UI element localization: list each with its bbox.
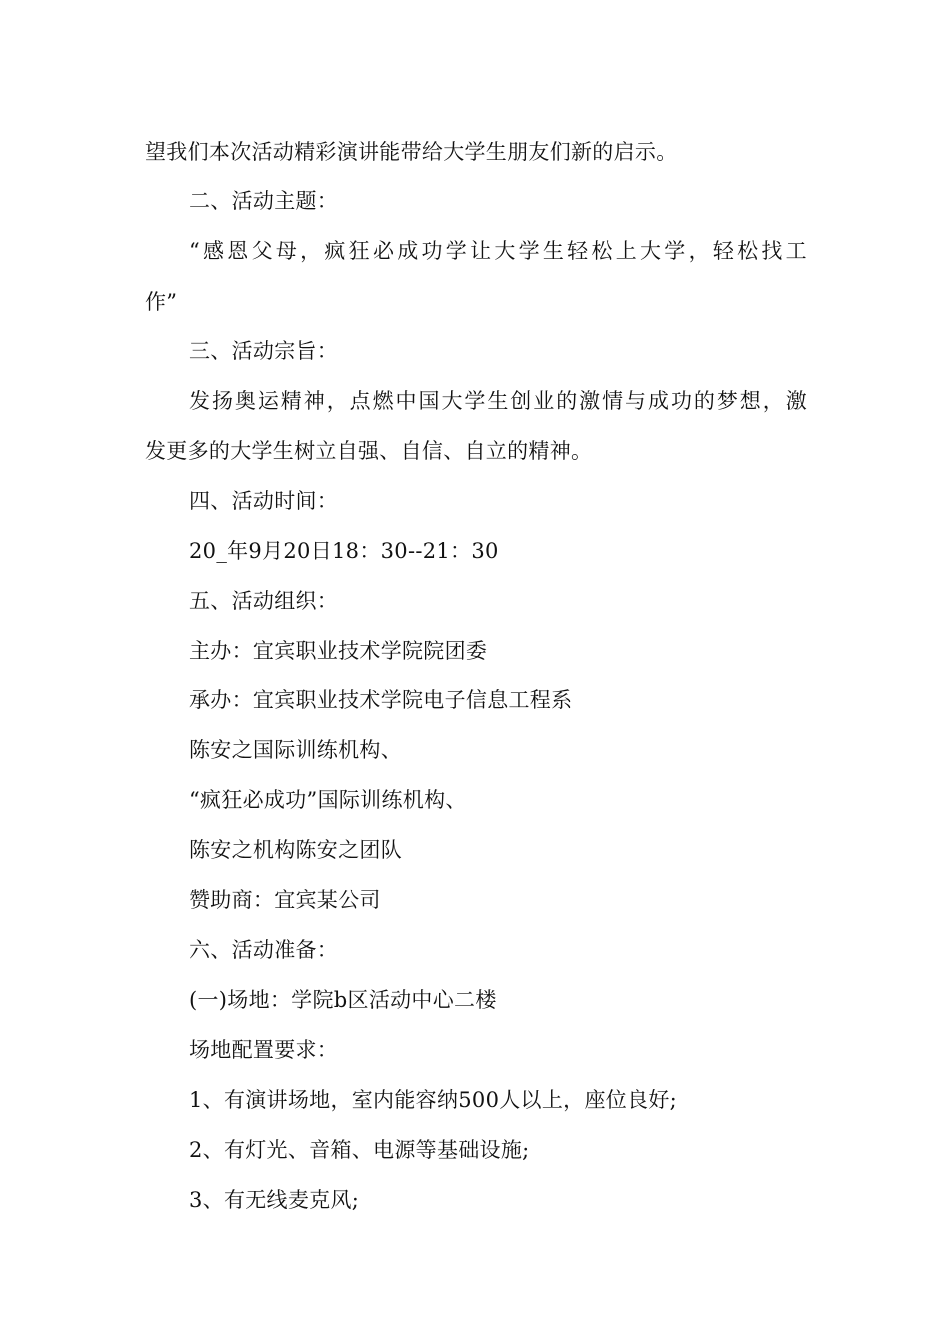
sponsor: 赞助商：宜宾某公司 <box>189 888 381 912</box>
paragraph-line-intro-end: 望我们本次活动精彩演讲能带给大学生朋友们新的启示。 <box>145 140 678 164</box>
section-heading-theme: 二、活动主题： <box>189 189 339 213</box>
section-heading-preparation: 六、活动准备： <box>189 938 339 962</box>
requirement-item-1: 1、有演讲场地，室内能容纳500人以上，座位良好; <box>189 1088 678 1112</box>
requirement-item-2: 2、有灯光、音箱、电源等基础设施; <box>189 1138 530 1162</box>
section-heading-time: 四、活动时间： <box>189 489 339 513</box>
venue-requirements-heading: 场地配置要求： <box>189 1038 339 1062</box>
section-heading-purpose: 三、活动宗旨： <box>189 339 339 363</box>
section-heading-organization: 五、活动组织： <box>189 589 339 613</box>
purpose-text-line-1: 发扬奥运精神，点燃中国大学生创业的激情与成功的梦想，激 <box>189 389 807 413</box>
organizer-host: 主办：宜宾职业技术学院院团委 <box>189 639 488 663</box>
organizer-team: 陈安之机构陈安之团队 <box>189 838 402 862</box>
purpose-text-line-2: 发更多的大学生树立自强、自信、自立的精神。 <box>145 439 593 463</box>
event-time: 20_年9月20日18：30--21：30 <box>189 539 499 563</box>
organizer-undertaker: 承办：宜宾职业技术学院电子信息工程系 <box>189 688 573 712</box>
organizer-institution-2: “疯狂必成功”国际训练机构、 <box>189 788 467 812</box>
requirement-item-3: 3、有无线麦克风; <box>189 1188 360 1212</box>
venue: (一)场地：学院b区活动中心二楼 <box>189 988 497 1012</box>
organizer-institution-1: 陈安之国际训练机构、 <box>189 738 402 762</box>
theme-text-line-1: “感恩父母，疯狂必成功学让大学生轻松上大学，轻松找工 <box>189 239 807 263</box>
theme-text-line-2: 作” <box>145 290 178 314</box>
